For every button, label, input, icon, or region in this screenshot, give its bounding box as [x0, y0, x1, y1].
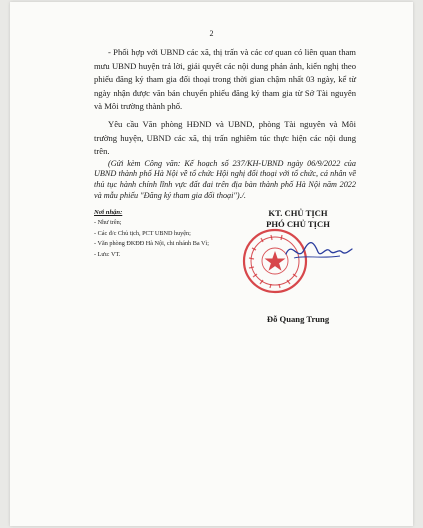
recipient-item: - Các đ/c Chủ tịch, PCT UBND huyện;	[94, 229, 191, 237]
signature-title-1: KT. CHỦ TỊCH	[268, 208, 328, 218]
recipients-block	[94, 208, 244, 260]
recipient-item: - Lưu: VT.	[94, 250, 121, 258]
attachment-note: (Gửi kèm Công văn: Kế hoạch số 237/KH-UBND ngày 06/9/2022 của UBND thành phố Hà Nội về tổ chức Hội nghị đối thoại với tổ chức, cá nhân về thủ tục hành chính lĩnh vực đất đai trên địa bàn thành phố Hà Nội năm 2022 và mẫu phiếu "Đăng ký tham gia đối thoại")./.	[94, 158, 356, 200]
signature-title-2: PHÓ CHỦ TỊCH	[266, 219, 330, 229]
handwritten-signature-icon	[280, 236, 354, 266]
recipient-item: - Văn phòng ĐKĐĐ Hà Nội, chi nhánh Ba Vì;	[94, 240, 209, 248]
signer-name: Đỗ Quang Trung	[266, 314, 330, 324]
document-page	[10, 2, 413, 526]
page-number: 2	[209, 29, 214, 38]
signature-block	[234, 208, 362, 324]
paragraph-request: Yêu cầu Văn phòng HĐND và UBND, phòng Tài nguyên và Môi trường huyện, UBND các xã, thị trấn nghiêm túc thực hiện các nội dung trên.	[94, 118, 356, 157]
recipients-title: Nơi nhận:	[94, 209, 123, 216]
recipient-item: - Như trên;	[94, 219, 122, 227]
document-body	[94, 46, 356, 201]
paragraph-coordination: - Phối hợp với UBND các xã, thị trấn và các cơ quan có liên quan tham mưu UBND huyện trả lời, giải quyết các nội dung phản ánh, kiến nghị theo phiếu đăng ký tham gia đối thoại trong thời gian chậm nhất 03 ngày, kể từ ngày nhận được văn bản chuyển phiếu đăng ký tham gia từ Sở Tài nguyên và Môi trường thành phố.	[94, 47, 356, 112]
